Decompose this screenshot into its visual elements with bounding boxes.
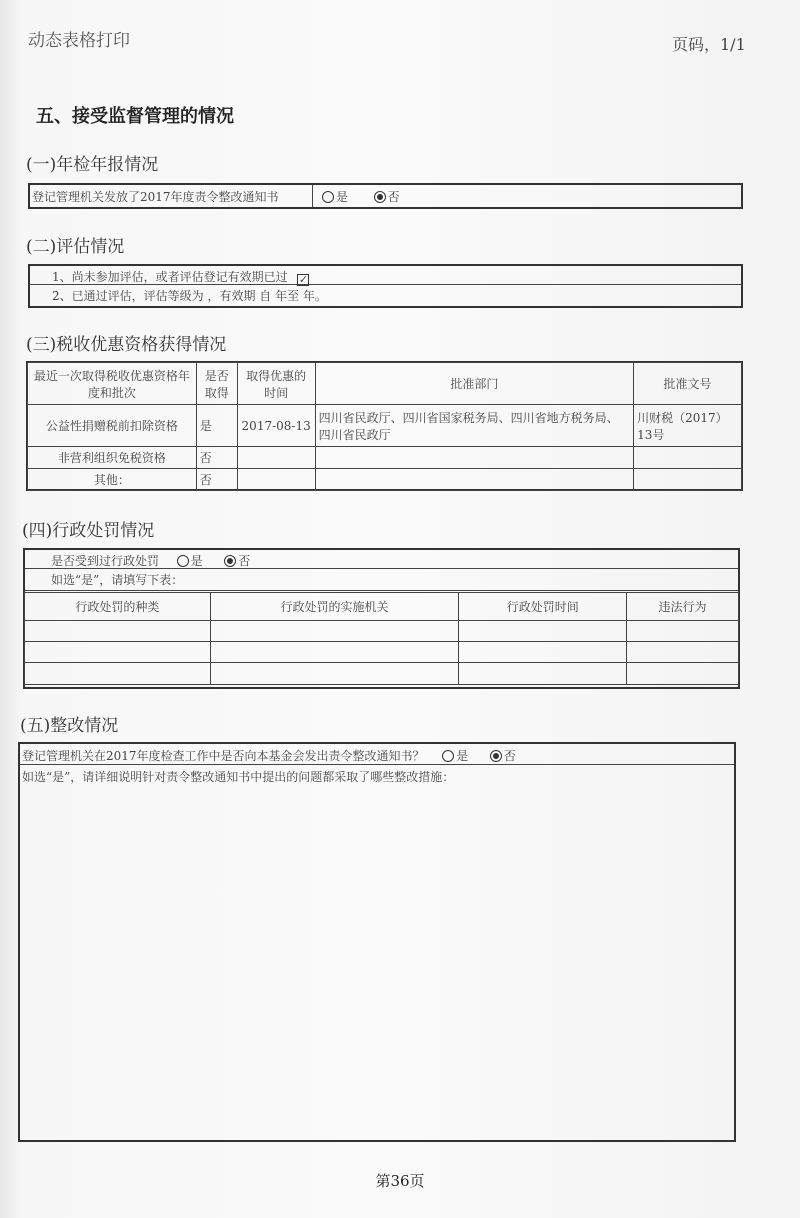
tax-row-name: 非营利组织免税资格 [28,447,197,469]
section-title: 五、接受监督管理的情况 [36,106,234,127]
penalty-no-label: 否 [238,554,251,568]
tax-row-dept [315,447,633,469]
tax-row-dept: 四川省民政厅、四川省国家税务局、四川省地方税务局、四川省民政厅 [315,405,633,447]
assessment-line1-text: 1、尚未参加评估，或者评估登记有效期已过 [52,270,288,284]
annual-yes-label: 是 [336,190,349,204]
tax-row-date [237,469,315,491]
header-title: 动态表格打印 [28,31,130,51]
tax-row-name: 公益性捐赠税前扣除资格 [28,405,197,447]
tax-table [27,362,742,491]
page-number: 第36页 [375,1172,425,1190]
tax-header-col2: 是否取得 [196,363,237,405]
penalty-question-line [51,552,250,569]
table-row [28,405,742,447]
assessment-line2: 2、已通过评估，评估等级为 ，有效期 自 年至 年。 [52,289,327,303]
penalty-question: 是否受到过行政处罚 [51,554,160,568]
rectify-radio-no[interactable] [490,750,502,762]
check-mark-icon: ✓ [298,273,309,286]
tax-header-col1: 最近一次取得税收优惠资格年度和批次 [28,363,197,405]
tax-row-name: 其他： [28,469,197,491]
rectify-yes-label: 是 [456,749,469,763]
annual-divider [312,185,313,207]
annual-radio-yes[interactable] [322,191,334,203]
annual-radio-no[interactable] [374,191,386,203]
annual-question: 登记管理机关发放了2017年度责令整改通知书 [32,190,279,204]
table-row [25,642,739,663]
tax-row-doc: 川财税（2017）13号 [634,405,742,447]
rectify-radio-yes[interactable] [442,750,454,762]
tax-row-doc [634,469,742,491]
penalty-radio-no[interactable] [224,555,236,567]
annual-options [322,188,400,205]
penalty-yes-label: 是 [190,554,203,568]
penalty-header-col2: 行政处罚的实施机关 [210,593,459,621]
assessment-box [28,264,743,308]
assessment-line1 [52,268,309,286]
rectify-question-line [22,747,516,764]
assessment-checkbox[interactable] [297,274,309,286]
penalty-header-row [25,593,739,621]
penalty-header-col1: 行政处罚的种类 [25,593,211,621]
tax-header-col5: 批准文号 [634,363,742,405]
tax-title: (三)税收优惠资格获得情况 [26,335,227,355]
annual-title: (一)年检年报情况 [26,155,159,175]
penalty-divider-2 [25,590,738,591]
tax-row-doc [634,447,742,469]
table-row [25,621,739,642]
rectify-note: 如选“是”，请详细说明针对责令整改通知书中提出的问题都采取了哪些整改措施： [22,770,455,784]
tax-row-date [237,447,315,469]
rectify-box [18,742,736,1142]
penalty-title: (四)行政处罚情况 [22,521,155,541]
annual-box [28,183,743,209]
rectify-title: (五)整改情况 [20,716,119,736]
tax-header-row [28,363,742,405]
table-row [28,469,742,491]
rectify-no-label: 否 [503,749,516,763]
tax-row-obtained: 是 [196,405,237,447]
assessment-title: (二)评估情况 [26,237,125,257]
rectify-divider [20,764,734,765]
penalty-radio-yes[interactable] [177,555,189,567]
table-row [28,447,742,469]
penalty-header-col4: 违法行为 [627,593,739,621]
page-indicator: 页码，1/1 [672,35,746,54]
tax-row-date: 2017-08-13 [237,405,315,447]
table-row [25,663,739,685]
penalty-header-col3: 行政处罚时间 [459,593,627,621]
tax-header-col4: 批准部门 [315,363,633,405]
tax-header-col3: 取得优惠的时间 [237,363,315,405]
annual-no-label: 否 [387,190,400,204]
rectify-question: 登记管理机关在2017年度检查工作中是否向本基金会发出责令整改通知书？ [22,749,425,763]
tax-row-dept [315,469,633,491]
tax-row-obtained: 否 [196,447,237,469]
tax-row-obtained: 否 [196,469,237,491]
penalty-note: 如选“是”，请填写下表： [51,573,184,587]
penalty-table [24,592,739,685]
